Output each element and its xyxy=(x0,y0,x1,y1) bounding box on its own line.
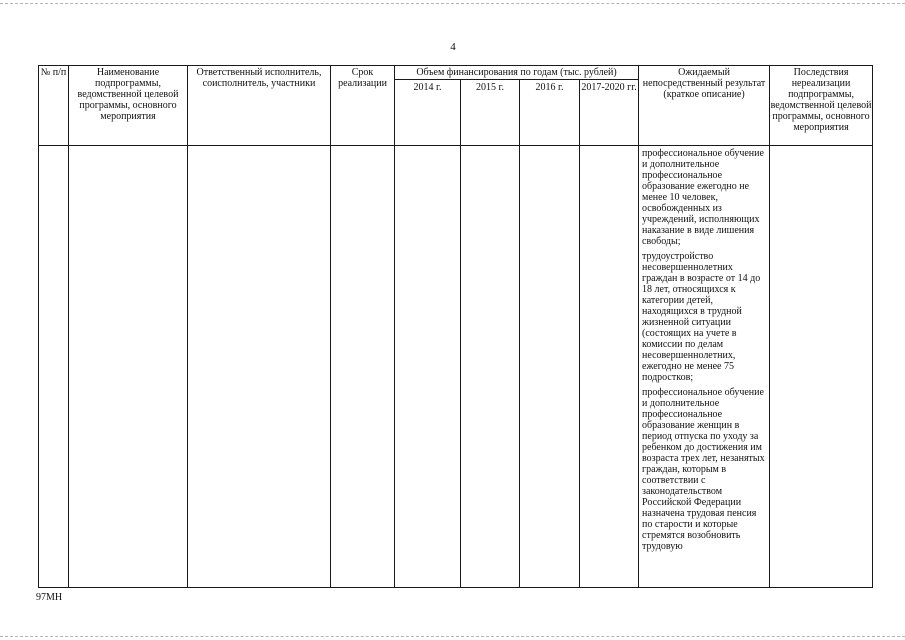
header-name: Наименование подпрограммы, ведомственной целевой программы, основного мероприятия xyxy=(69,66,188,146)
cell-name xyxy=(69,146,188,588)
header-result: Ожидаемый непосредственный результат (краткое описание) xyxy=(639,66,770,146)
cell-2014 xyxy=(395,146,461,588)
result-paragraph: профессиональное обучение и дополнительное профессиональное образование женщин в период отпуска по уходу за ребенком до достижения им возраста трех лет, незанятых граждан, которым в соответствии с законодательством Российской Федерации назначена трудовая пенсия по старости и которые стремятся возобновить трудовую xyxy=(642,387,765,552)
cell-result xyxy=(639,146,770,588)
document-code: 97МН xyxy=(36,592,63,603)
cell-2017-2020 xyxy=(580,146,639,588)
result-paragraph: трудоустройство несовершеннолетних граждан в возрасте от 14 до 18 лет, относящихся к категории детей, находящихся в трудной жизненной ситуации (состоящих на учете в комиссии по делам несовершеннолетних, ежегодно не менее 75 подростков; xyxy=(642,251,761,383)
page-bottom-edge xyxy=(0,636,905,637)
header-year-2017-2020: 2017-2020 гг. xyxy=(580,80,639,146)
page-top-edge xyxy=(0,3,905,4)
header-row xyxy=(39,66,873,80)
header-term: Срок реализации xyxy=(331,66,395,146)
header-consequences: Последствия нереализации подпрограммы, ведомственной целевой программы, основного мероприятия xyxy=(770,66,873,146)
header-year-2015: 2015 г. xyxy=(461,80,520,146)
cell-num xyxy=(39,146,69,588)
cell-executor xyxy=(188,146,331,588)
cell-term xyxy=(331,146,395,588)
result-paragraph: профессиональное обучение и дополнительное профессиональное образование ежегодно не менее 10 человек, освобожденных из учреждений, исполняющих наказание в виде лишения свободы; xyxy=(642,148,764,247)
program-table xyxy=(38,65,873,588)
cell-2015 xyxy=(461,146,520,588)
table-row xyxy=(39,146,873,588)
cell-consequences xyxy=(770,146,873,588)
header-year-2014: 2014 г. xyxy=(395,80,461,146)
header-executor: Ответственный исполнитель, соисполнитель, участники xyxy=(188,66,331,146)
page-number: 4 xyxy=(450,41,456,53)
header-year-2016: 2016 г. xyxy=(520,80,580,146)
header-num: № п/п xyxy=(39,66,69,146)
cell-2016 xyxy=(520,146,580,588)
header-funding: Объем финансирования по годам (тыс. рублей) xyxy=(395,66,639,80)
